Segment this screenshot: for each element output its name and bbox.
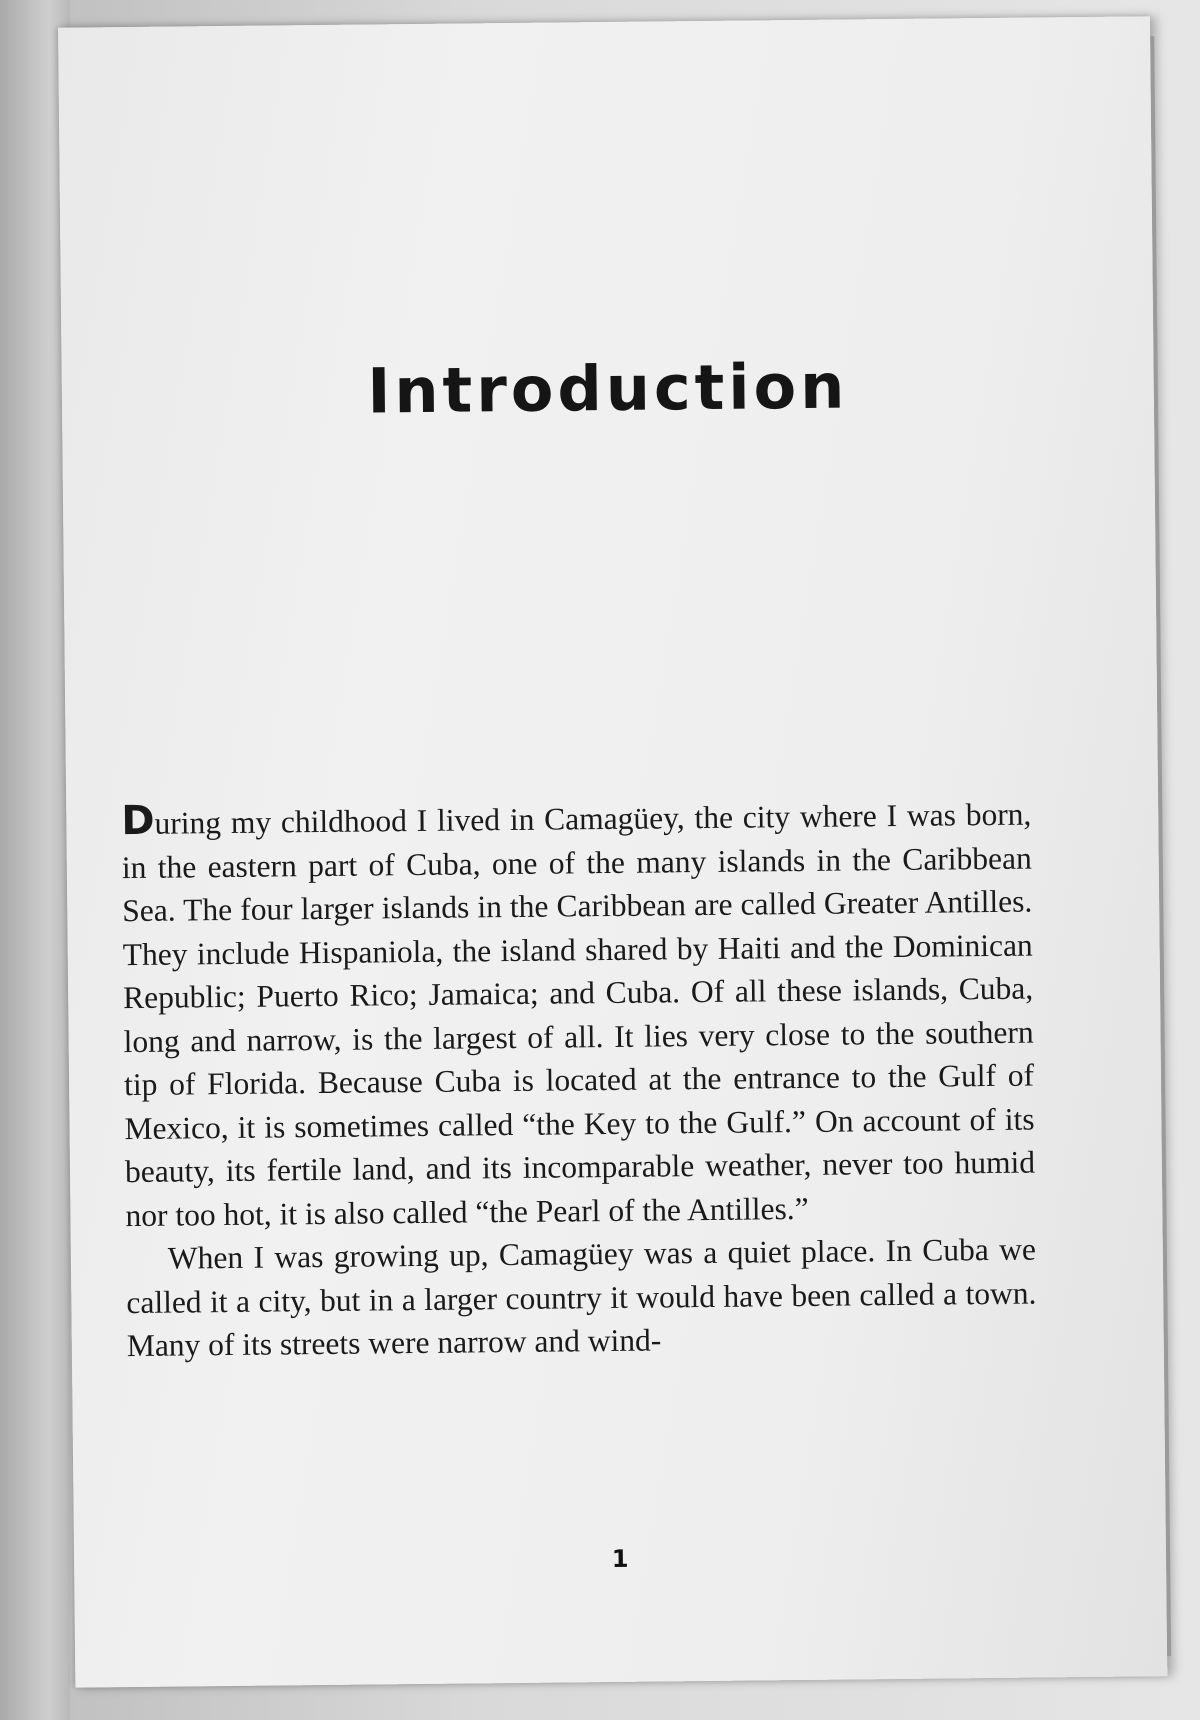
chapter-title: Introduction: [367, 349, 849, 428]
paragraph-1-text: uring my childhood I lived in Camagüey, the city where I was born, in the eastern part of Cuba, one of the many islands in the Caribbean Sea. The four larger islands in the Caribbean are called Greater Antilles. They include Hispaniola, the island shared by Haiti and the Dominican Republic; Puerto Rico; Jamaica; and Cuba. Of all these islands, Cuba, long and narrow, is the largest of all. It lies very close to the southern tip of Florida. Because Cuba is located at the entrance to the Gulf of Mexico, it is sometimes called “the Key to the Gulf.” On account of its beauty, its fertile land, and its incomparable weather, never too humid nor too hot, it is also called “the Pearl of the Antilles.”: [121, 796, 1036, 1233]
book-page: [58, 16, 1167, 1687]
drop-cap: D: [121, 797, 155, 845]
page-number: 1: [611, 1544, 629, 1574]
paragraph-1: [121, 793, 1036, 1238]
paragraph-2: When I was growing up, Camagüey was a quiet place. In Cuba we called it a city, but in a larger country it would have been called a town. Many of its streets were narrow and wind-: [126, 1231, 1037, 1364]
body-text: [121, 793, 1037, 1368]
bleed-through-text: [129, 117, 1049, 169]
